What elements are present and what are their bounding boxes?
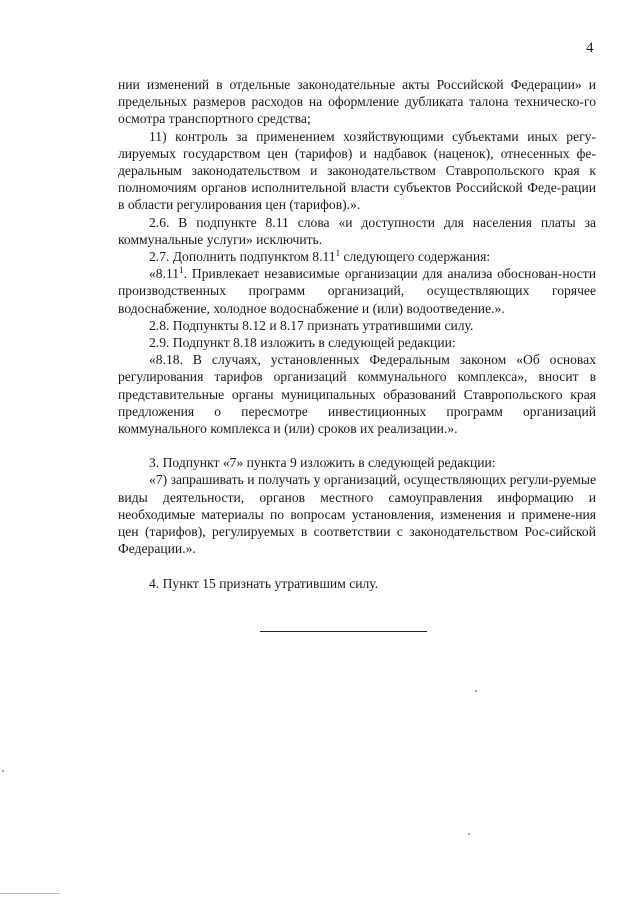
document-body xyxy=(118,76,596,593)
scan-speck xyxy=(2,770,4,772)
scan-speck xyxy=(475,690,477,692)
paragraph-8-18: «8.18. В случаях, установленных Федеральным законом «Об основах регулирования тарифов организаций коммунального комплекса», вносит в представительные органы муниципальных образований Ставропольского края предложения о пересмотре инвестиционных программ организаций коммунального комплекса и (или) сроков их реализации.». xyxy=(118,352,596,437)
paragraph-3: 3. Подпункт «7» пункта 9 изложить в следующей редакции: xyxy=(149,455,496,471)
closing-separator-line xyxy=(260,631,427,632)
scan-edge-mark xyxy=(0,893,60,894)
superscript: 1 xyxy=(179,265,184,276)
paragraph-2-7-tail: следующего содержания: xyxy=(340,249,491,265)
paragraph-continuation: нии изменений в отдельные законодательные акты Российской Федерации» и предельных размеров расходов на оформление дубликата талона техническо-го осмотра транспортного средства; xyxy=(118,77,596,127)
paragraph-8-11-1-tail: . Привлекает независимые организации для анализа обоснован-ности производственных программ организаций, осуществляющих горячее водоснабжение, холодное водоснабжение и (или) водоотведение.». xyxy=(118,266,596,316)
paragraph-2-9: 2.9. Подпункт 8.18 изложить в следующей редакции: xyxy=(149,335,456,351)
paragraph-4: 4. Пункт 15 признать утратившим силу. xyxy=(149,576,379,592)
superscript: 1 xyxy=(335,248,341,259)
paragraph-8-11-1-text: «8.11 xyxy=(149,266,180,282)
paragraph-2-7 xyxy=(118,248,596,265)
paragraph-item-11: 11) контроль за применением хозяйствующими субъектами иных регу-лируемых государством цен (тарифов) и надбавок (наценок), отнесенных фе-деральным законодательством и законодательством Ставропольского края к полномочиям органов исполнительной власти субъектов Российской Феде-рации в области регулирования цен (тарифов).». xyxy=(118,128,596,213)
paragraph-2-7-text: 2.7. Дополнить подпунктом 8.11 xyxy=(149,249,336,265)
page-number: 4 xyxy=(586,40,594,56)
scan-speck xyxy=(468,833,470,835)
paragraph-2-8: 2.8. Подпункты 8.12 и 8.17 признать утратившими силу. xyxy=(149,317,474,333)
paragraph-7-quote: «7) запрашивать и получать у организаций, осуществляющих регули-руемые виды деятельности, органов местного самоуправления информацию и необходимые материалы по вопросам установления, изменения и примене-ния цен (тарифов), регулируемых в соответствии с законодательством Рос-сийской Федерации.». xyxy=(118,472,596,557)
paragraph-2-6: 2.6. В подпункте 8.11 слова «и доступности для населения платы за коммунальные услуги» исключить. xyxy=(118,214,596,247)
paragraph-8-11-1 xyxy=(118,265,596,317)
